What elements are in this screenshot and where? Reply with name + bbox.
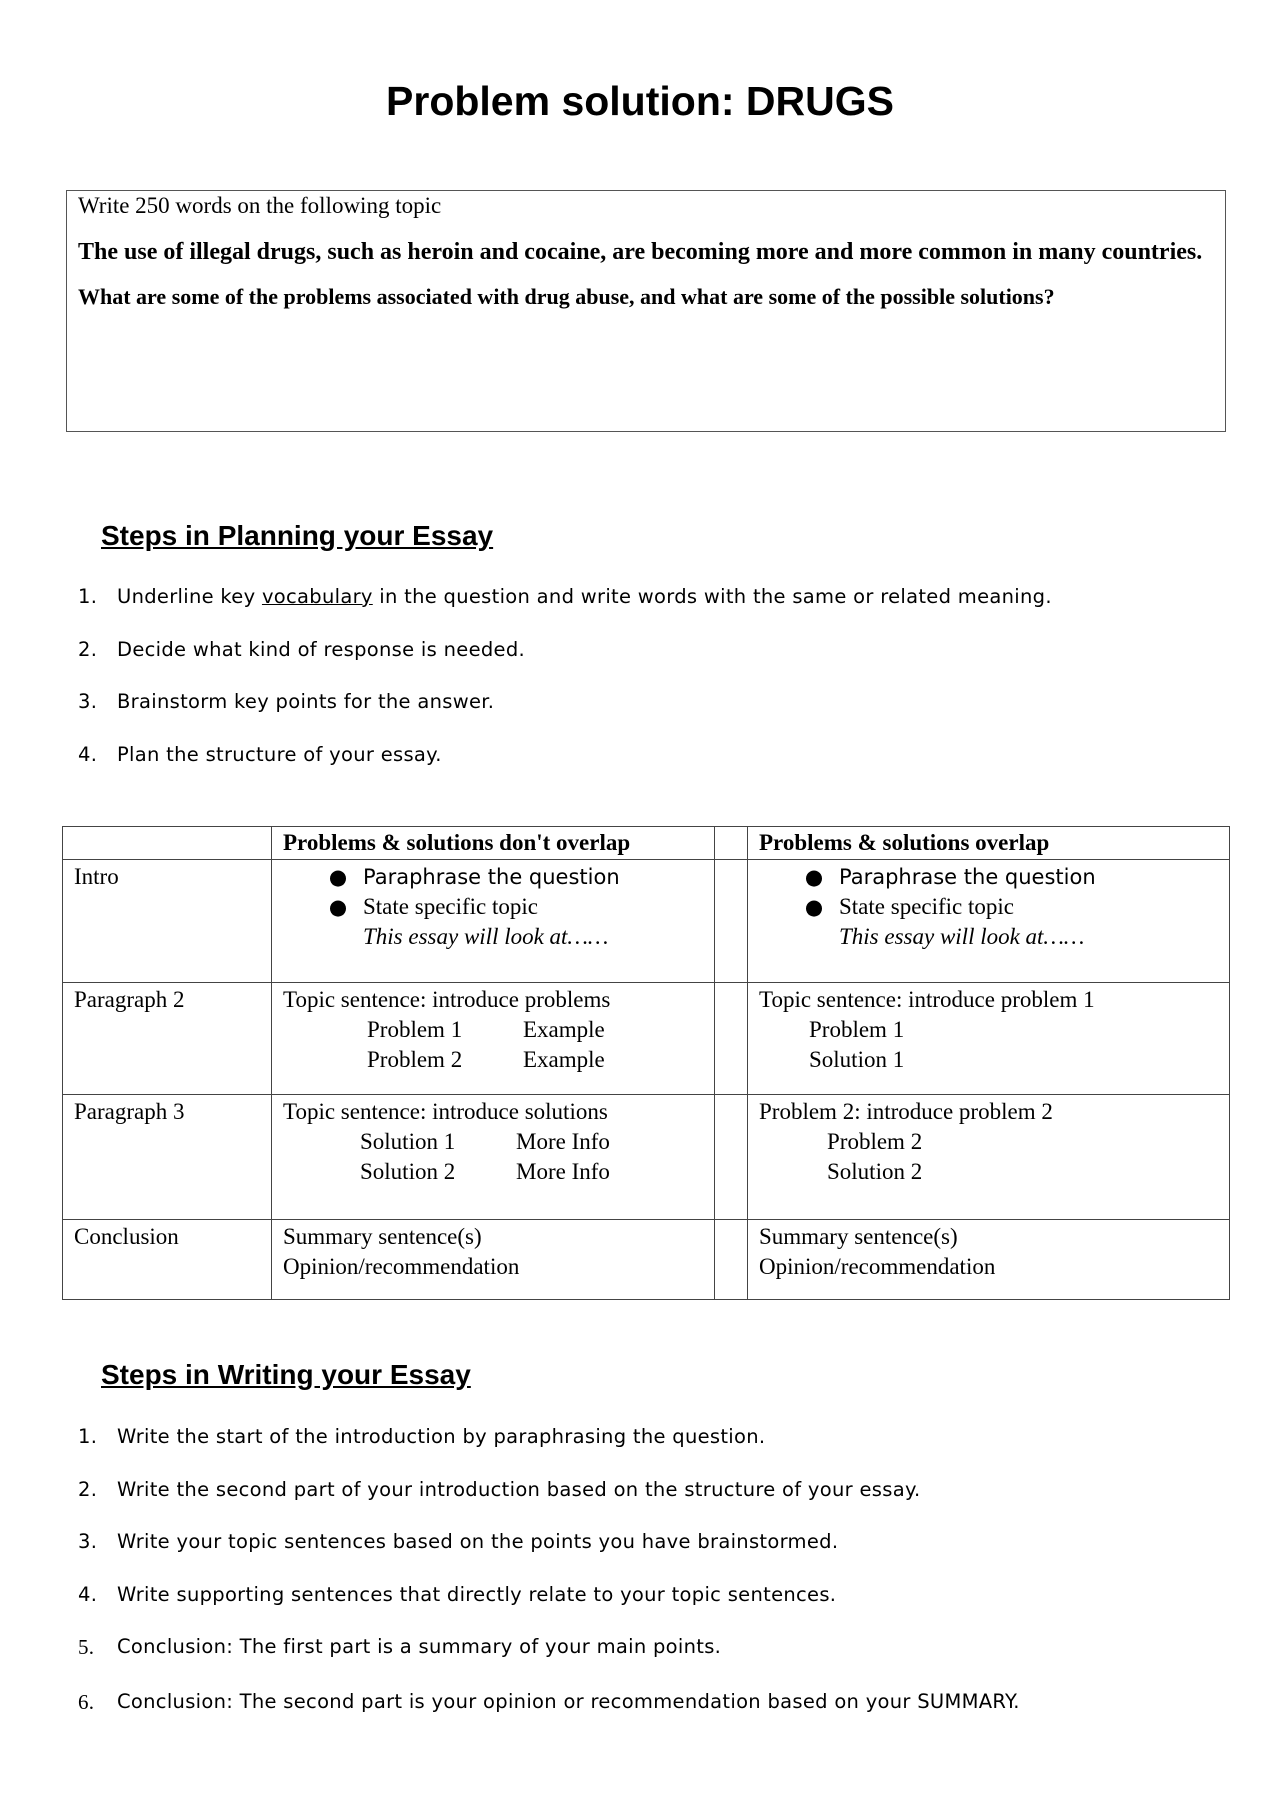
list-item [78, 1690, 1020, 1743]
header-cell [63, 827, 272, 860]
essay-structure-table [62, 826, 1230, 1300]
list-item [78, 1425, 1020, 1478]
bullet-text: Paraphrase the question [363, 865, 620, 889]
row-label: Conclusion [63, 1220, 272, 1300]
item-number: 6. [78, 1690, 95, 1714]
row-label: Paragraph 2 [63, 983, 272, 1095]
cell-text: Opinion/recommendation [759, 1254, 996, 1279]
list-item [78, 743, 1052, 796]
spacer-cell [715, 983, 748, 1095]
item-number: 2. [78, 637, 98, 661]
item-number: 3. [78, 1530, 98, 1553]
topic-statement: The use of illegal drugs, such as heroin and cocaine, are becoming more and more common in many countries. [78, 239, 1203, 265]
item-text: Brainstorm key points for the answer. [117, 690, 495, 713]
cell-text: Opinion/recommendation [283, 1254, 520, 1279]
cell-text: Summary sentence(s) [283, 1224, 482, 1249]
cell [748, 983, 1230, 1095]
item-text: Write the start of the introduction by paraphrasing the question. [117, 1425, 766, 1448]
cell-text: Solution 2 [827, 1159, 923, 1184]
cell-text: Solution 1 [360, 1129, 456, 1154]
planning-steps [78, 585, 1052, 795]
item-text: Write supporting sentences that directly relate to your topic sentences. [117, 1582, 837, 1606]
cell [272, 983, 715, 1095]
cell [272, 1220, 715, 1300]
bullet-text: State specific topic [839, 894, 1014, 919]
item-number: 2. [78, 1477, 98, 1501]
item-text: Write the second part of your introduction based on the structure of your essay. [117, 1477, 921, 1501]
page-title: Problem solution: DRUGS [386, 78, 894, 124]
item-number: 5. [78, 1635, 95, 1659]
cell-text: Solution 2 [360, 1159, 456, 1184]
topic-question: What are some of the problems associated with drug abuse, and what are some of the possible solutions? [78, 284, 1055, 309]
cell-text: Problem 2 [367, 1047, 463, 1072]
header-spacer [715, 827, 748, 860]
planning-heading: Steps in Planning your Essay [101, 520, 494, 551]
spacer-cell [715, 860, 748, 983]
item-text: Conclusion: The first part is a summary of your main points. [117, 1635, 722, 1658]
topic-sentence: Problem 2: introduce problem 2 [759, 1099, 1053, 1124]
list-item [78, 1530, 1020, 1583]
item-number: 4. [78, 742, 98, 766]
cell-text: Problem 2 [827, 1129, 923, 1154]
text-part: in the question and write words with the same or related meaning. [372, 585, 1052, 608]
cell [748, 1095, 1230, 1220]
topic-sentence: Topic sentence: introduce problem 1 [759, 987, 1095, 1012]
cell-text: Summary sentence(s) [759, 1224, 958, 1249]
list-item [78, 1583, 1020, 1636]
spacer-cell [715, 1095, 748, 1220]
topic-sentence: Topic sentence: introduce solutions [283, 1099, 608, 1124]
item-number: 1. [78, 585, 98, 608]
vocabulary-link[interactable]: vocabulary [261, 585, 373, 608]
bullet-text: State specific topic [363, 894, 538, 919]
list-item [78, 585, 1052, 638]
row-label: Paragraph 3 [63, 1095, 272, 1220]
cell-text: Example [523, 1017, 605, 1042]
cell: ● Paraphrase the question ● State specific topic This essay will look at…… [272, 860, 715, 983]
item-text [117, 585, 1052, 638]
writing-steps [78, 1425, 1020, 1743]
bullet-text: Paraphrase the question [839, 865, 1096, 889]
item-text: Plan the structure of your essay. [117, 742, 442, 766]
table-row [63, 860, 1230, 983]
item-text: Write your topic sentences based on the points you have brainstormed. [117, 1530, 839, 1553]
item-text: Decide what kind of response is needed. [117, 637, 526, 661]
item-number: 4. [78, 1582, 98, 1606]
table-row [63, 1220, 1230, 1300]
cell [272, 1095, 715, 1220]
writing-heading: Steps in Writing your Essay [101, 1359, 471, 1390]
item-text: Conclusion: The second part is your opinion or recommendation based on your SUMMARY. [117, 1690, 1020, 1713]
cell-text: More Info [516, 1129, 610, 1154]
header-no-overlap: Problems & solutions don't overlap [272, 827, 715, 860]
list-item [78, 1635, 1020, 1690]
italic-text: This essay will look at…… [839, 924, 1085, 949]
topic-box [66, 190, 1226, 432]
list-item [78, 638, 1052, 691]
table-row [63, 1095, 1230, 1220]
item-number: 3. [78, 690, 98, 713]
list-item [78, 1478, 1020, 1531]
spacer-cell [715, 1220, 748, 1300]
text-part: Underline key [117, 585, 262, 608]
table-row [63, 983, 1230, 1095]
list-item [78, 690, 1052, 743]
header-overlap: Problems & solutions overlap [748, 827, 1230, 860]
item-number: 1. [78, 1425, 98, 1448]
cell-text: Example [523, 1047, 605, 1072]
cell [748, 1220, 1230, 1300]
table-header-row [63, 827, 1230, 860]
cell-text: Problem 1 [809, 1017, 905, 1042]
row-label: Intro [63, 860, 272, 983]
topic-instruction: Write 250 words on the following topic [78, 193, 442, 218]
cell-text: Solution 1 [809, 1047, 905, 1072]
cell: ● Paraphrase the question ● State specific topic This essay will look at…… [748, 860, 1230, 983]
cell-text: Problem 1 [367, 1017, 463, 1042]
italic-text: This essay will look at…… [363, 924, 609, 949]
topic-sentence: Topic sentence: introduce problems [283, 987, 611, 1012]
cell-text: More Info [516, 1159, 610, 1184]
